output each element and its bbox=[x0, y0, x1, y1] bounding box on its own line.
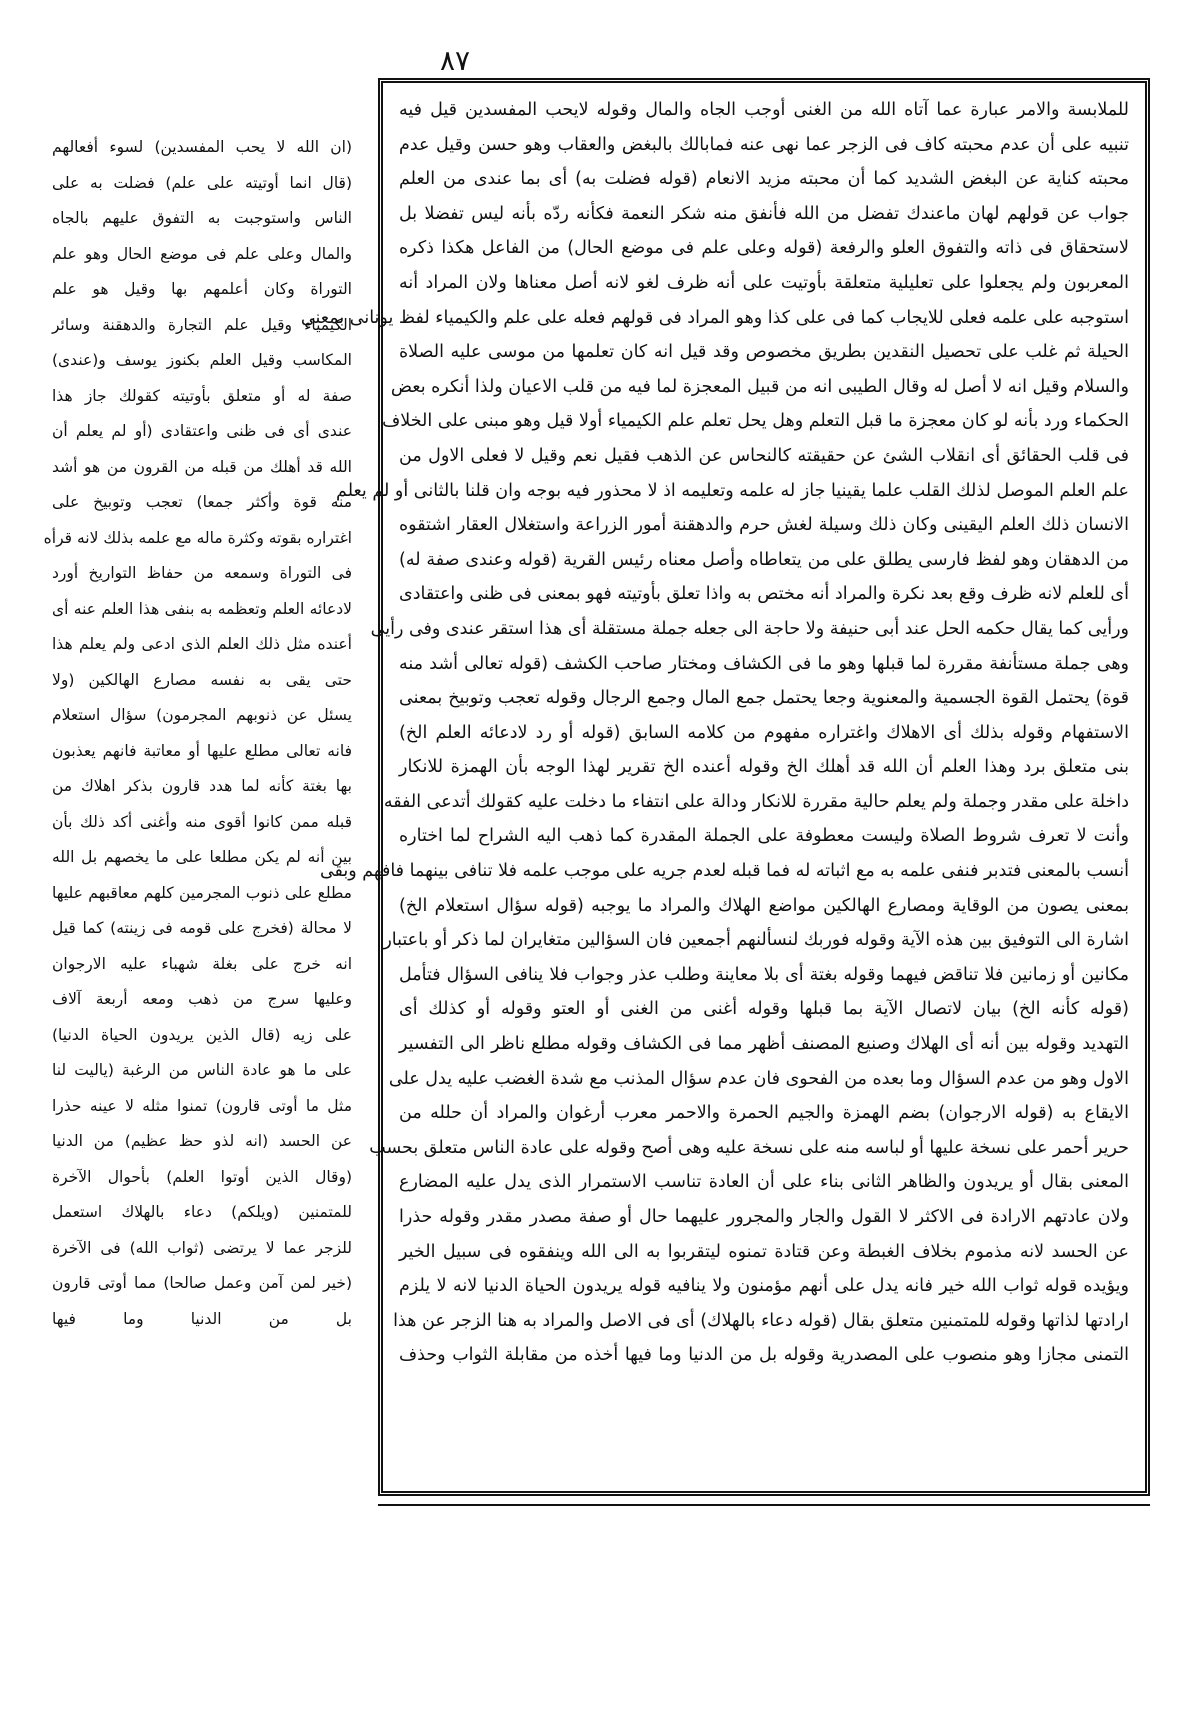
margin-text-line: عندى أى فى ظنى واعتقادى (أو لم يعلم أن bbox=[52, 422, 352, 440]
margin-text-line: على ما هو عادة الناس من الرغبة (ياليت لنا bbox=[52, 1061, 352, 1079]
margin-text-line: الله قد أهلك من قبله من القرون من هو أشد bbox=[52, 457, 352, 476]
main-text-line: المعنى بقال أو يريدون والظاهر الثانى بناء على أن العادة تناسب الاستمرار الذى يدل عليه المضارع bbox=[399, 1172, 1129, 1193]
main-text-line: حرير أحمر على نسخة عليها أو لباسه منه على نسخة عليه وهى أصح وقوله على عادة الناس متعلق بحسب bbox=[369, 1137, 1129, 1158]
main-text-line: من الدهقان وهو لفظ فارسى يطلق على من يتعاطاه وأصل معناه رئيس القرية (قوله وعندى صفة له) bbox=[399, 549, 1129, 570]
margin-text-line: يسئل عن ذنوبهم المجرمون) سؤال استعلام bbox=[52, 706, 352, 724]
main-text-line: ولان عادتهم الارادة فى الاكثر لا القول والجار والمجرور عليهما حال أو صفة مصدر مقدر وقوله حذرا bbox=[399, 1207, 1129, 1227]
main-text-line: علم العلم الموصل لذلك القلب علما يقينيا جاز له علمه وتعليمه اذ لا محذور فيه بوجه وان قلنا بالثانى أو لم يعلم bbox=[336, 480, 1129, 501]
main-text-line: وأنت لا تعرف شروط الصلاة وليست معطوفة على الجملة المقدرة كما ذهب اليه الشراح لما اختاره bbox=[399, 826, 1129, 847]
margin-text-line: الناس واستوجبت به التفوق عليهم بالجاه bbox=[52, 209, 352, 227]
margin-text-line: (وقال الذين أوتوا العلم) بأحوال الآخرة bbox=[52, 1167, 352, 1186]
margin-text-line: (خير لمن آمن وعمل صالحا) مما أوتى قارون bbox=[52, 1274, 352, 1292]
main-text-line: التهديد وقوله بين أنه أى الهلاك وصنيع المصنف أظهر مما فى الكشاف وقوله مطلع ناظر الى التفسير bbox=[399, 1034, 1129, 1055]
main-text-line: ورأيى كما يقال حكمه الحل عند أبى حنيفة ولا حاجة الى جعله جملة مستقلة أى هذا استقر عندى وفى رأيى bbox=[370, 618, 1129, 639]
margin-text-line: لادعائه العلم وتعظمه به بنفى هذا العلم عنه أى bbox=[52, 599, 352, 618]
main-text-line: عن الحسد لانه مذموم بخلاف الغبطة وعن قتادة تمنوه ليتقربوا به الى الله وينفقوه فى سبيل الخير bbox=[399, 1241, 1129, 1262]
margin-text-line: المكاسب وقيل العلم بكنوز يوسف و(عندى) bbox=[52, 351, 352, 369]
margin-text-line: اغتراره بقوته وكثرة ماله مع علمه بذلك لانه قرأه bbox=[43, 528, 352, 547]
margin-text-line: صفة له أو متعلق بأوتيته كقولك جاز هذا bbox=[52, 386, 352, 405]
margin-text-line: والمال وعلى علم فى موضع الحال وهو علم bbox=[52, 244, 352, 263]
main-text-line: الاستفهام وقوله بذلك أى الاهلاك واغتراره مفهوم من كلامه السابق (قوله أو رد لادعائه العلم الخ) bbox=[399, 722, 1129, 743]
margin-text-line: على زيه (قال الذين يريدون الحياة الدنيا) bbox=[52, 1025, 352, 1044]
main-text-line: ويؤيده قوله ثواب الله خير فانه يدل على أنهم مؤمنون ولا ينافيه قوله يريدون الحياة الدنيا لانه لا يلزم bbox=[399, 1276, 1129, 1297]
main-text-line: مكانين أو زمانين فلا تناقض فيهما وقوله بغتة أى بلا معاينة وطلب عذر وجواب فلا ينافى السؤال فتأمل bbox=[399, 964, 1129, 985]
page-number: ٨٧ bbox=[439, 44, 471, 77]
margin-text-line: منه قوة وأكثر جمعا) تعجب وتوبيخ على bbox=[52, 493, 352, 511]
main-text-line: الحكماء ورد بأنه لو كان معجزة ما قبل التعلم وهل يحل تعلم علم الكيمياء أولا قيل وهو مبنى على الخلاف bbox=[382, 411, 1129, 432]
main-text-line: الانسان ذلك العلم اليقينى وكان ذلك وسيلة لغش حرم والدهقنة أمور الزراعة واستغلال العقار اشتقوه bbox=[399, 515, 1129, 536]
main-text-line: الحيلة ثم غلب على تحصيل النقدين بطريق مخصوص وقد قيل انه كان تعلمها من موسى عليه الصلاة bbox=[399, 342, 1129, 363]
margin-text-line: (قال انما أوتيته على علم) فضلت به على bbox=[52, 173, 352, 192]
main-text-line: والسلام وقيل انه لا أصل له وقال الطيبى انه من قبيل المعجزة لما فيه من قلب الاعيان ولذا أنكره بعض bbox=[390, 376, 1129, 397]
margin-text-line: الكيمياء وقيل علم التجارة والدهقنة وسائر bbox=[52, 315, 352, 334]
main-text-line: أنسب بالمعنى فتدبر فنفى علمه به مع اثباته له فما قبله لعدم جريه على موجب علمه فلا تنافى بينهما فافهم وبقى bbox=[319, 861, 1129, 882]
marginal-quran-commentary bbox=[43, 130, 352, 1337]
margin-text-line: للمتمنين (ويلكم) دعاء بالهلاك استعمل bbox=[52, 1203, 352, 1221]
main-text-line: ارادتها لذاتها وقوله للمتمنين متعلق بقال (قوله دعاء بالهلاك) أى فى الاصل والمراد به هنا الزجر عن هذا bbox=[393, 1310, 1129, 1331]
margin-text-line: انه خرج على بغلة شهباء عليه الارجوان bbox=[52, 954, 352, 973]
margin-text-line: أعنده مثل ذلك العلم الذى ادعى ولم يعلم هذا bbox=[52, 635, 352, 653]
margin-text-line: عن الحسد (انه لذو حظ عظيم) من الدنيا bbox=[52, 1132, 352, 1150]
main-text-line: المعربون ولم يجعلوا على تعليلية متعلقة بأوتيت على أنه ظرف لغو لانه أصل معناها ولان المراد أنه bbox=[399, 272, 1129, 293]
main-text-line: فى قلب الحقائق أى انقلاب الشئ عن حقيقته كالنحاس عن الذهب فقيل نعم وقيل لا فعلى الاول من bbox=[399, 445, 1129, 466]
main-text-line: بنى متعلق برد وهذا العلم أن الله قد أهلك الخ وقوله أعنده الخ تقرير لهذا الوجه بأن الهمزة للانكار bbox=[399, 757, 1129, 778]
margin-text-line: مثل ما أوتى قارون) تمنوا مثله لا عينه حذرا bbox=[52, 1096, 352, 1115]
margin-text-line: بين أنه لم يكن مطلعا على ما يخصهم بل الله bbox=[52, 848, 352, 866]
main-text-line: وهى جملة مستأنفة مقررة لما قبلها وهو ما فى الكشاف ومختار صاحب الكشف (قوله تعالى أشد منه bbox=[399, 653, 1129, 674]
margin-text-line: فى التوراة وسمعه من حفاظ التواريخ أورد bbox=[52, 564, 352, 582]
main-text-line: الاول وهو من عدم السؤال وما بعده من الفحوى فان عدم سؤال المذنب مع شدة الغضب عليه يدل على bbox=[388, 1068, 1129, 1089]
margin-text-line: فانه تعالى مطلع عليها أو معاتبة فانهم يعذبون bbox=[52, 741, 352, 760]
main-text-line: لاستحقاق فى ذاته والتفوق العلو والرفعة (قوله وعلى علم فى موضع الحال) من الفاعل هكذا ذكره bbox=[399, 238, 1129, 259]
main-text-line: أى للعلم لانه ظرف وقع بعد نكرة والمراد أنه مختص به واذا تعلق بأوتيته فهو بمعنى فى ظنى واعتقادى bbox=[399, 584, 1129, 605]
margin-text-line: مطلع على ذنوب المجرمين كلهم معاقبهم عليها bbox=[52, 883, 352, 902]
margin-text-line: للزجر عما لا يرتضى (ثواب الله) فى الآخرة bbox=[52, 1238, 352, 1257]
margin-text-line: قبله ممن كانوا أقوى منه وأغنى أكد ذلك بأن bbox=[52, 812, 352, 831]
main-text-line: محبته كناية عن البغض الشديد كما أن محبته مزيد الانعام (قوله فضلت به) أى بما عندى من العلم bbox=[399, 169, 1129, 190]
main-text-line: داخلة على مقدر وجملة ولم يعلم حالية مقررة للانكار ودالة على انتفاء ما دخلت عليه كقولك أتدعى الفقه bbox=[383, 791, 1129, 812]
main-text-line: قوة) يحتمل القوة الجسمية والمعنوية وجعا يحتمل جمع المال وجمع الرجال وقوله تعجب وتوبيخ بمعنى bbox=[399, 688, 1129, 709]
margin-text-line: حتى يقى به نفسه مصارع الهالكين (ولا bbox=[52, 670, 352, 689]
margin-text-line: وعليها سرج من ذهب ومعه أربعة آلاف bbox=[52, 990, 352, 1008]
main-text-line: التمنى مجازا وهو منصوب على المصدرية وقوله بل من الدنيا وما فيها أخذه من مقابلة الثواب وحذف bbox=[399, 1345, 1129, 1366]
main-text-line: استوجبه على علمه فعلى للايجاب كما فى على كذا وهو المراد فى قولهم فعله على علم والكيمياء لفظ يونانى بمعنى bbox=[300, 307, 1129, 328]
margin-text-line: (ان الله لا يحب المفسدين) لسوء أفعالهم bbox=[52, 138, 352, 156]
bottom-rule bbox=[378, 1504, 1150, 1506]
main-text-line: تنبيه على أن عدم محبته كاف فى الزجر عما نهى عنه فمابالك بالبغض والعقاب وهو حسن وقيل عدم bbox=[399, 134, 1129, 155]
main-text-line: (قوله كأنه الخ) بيان لاتصال الآية بما قبلها وقوله أغنى من الغنى أو العتو وقوله أو كذلك أى bbox=[399, 999, 1129, 1020]
main-text-line: للملابسة والامر عبارة عما آتاه الله من الغنى أوجب الجاه والمال وقوله لايحب المفسدين قيل فيه bbox=[399, 100, 1129, 120]
margin-text-line: التوراة وكان أعلمهم بها وقيل هو علم bbox=[52, 280, 352, 298]
margin-text-line: بها بغتة كأنه لما هدد قارون بذكر اهلاك من bbox=[52, 777, 352, 795]
margin-text-line: بل من الدنيا وما فيها bbox=[52, 1309, 352, 1328]
main-text-line: الايقاع به (قوله الارجوان) بضم الهمزة والجيم الحمرة والاحمر معرب أرغوان والمراد أن حلله من bbox=[399, 1103, 1129, 1124]
main-text-line: اشارة الى التوفيق بين هذه الآية وقوله فوربك لنسألنهم أجمعين فان السؤالين متغايران لما ذكر أو باعتبار bbox=[383, 930, 1129, 951]
margin-text-line: لا محالة (فخرج على قومه فى زينته) كما قيل bbox=[52, 919, 352, 937]
main-commentary-text bbox=[300, 93, 1129, 1477]
main-text-line: جواب عن قولهم لهان ماعندك تفضل من الله فأنفق منه شكر النعمة فكأنه ردّه بأنه ليس تفضلا بل bbox=[399, 203, 1129, 224]
main-text-frame bbox=[300, 78, 1150, 1496]
main-text-line: بمعنى يصون من الوقاية ومصارع الهالكين مواضع الهلاك والمراد ما يوجبه (قوله سؤال استعلام الخ) bbox=[399, 895, 1129, 916]
